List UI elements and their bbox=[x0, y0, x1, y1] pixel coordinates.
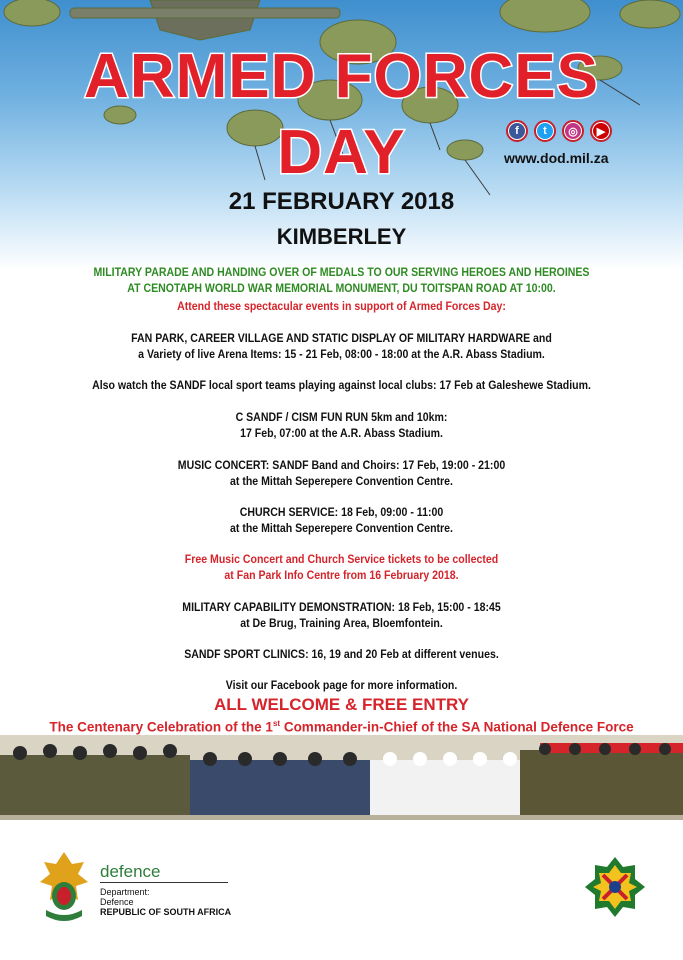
demo-line-1: MILITARY CAPABILITY DEMONSTRATION: 18 Feb, 15:00 - 18:45 bbox=[182, 600, 501, 614]
tickets-line-2: at Fan Park Info Centre from 16 February 2018. bbox=[224, 568, 459, 582]
defence-divider bbox=[100, 882, 228, 883]
sport-line: Also watch the SANDF local sport teams playing against local clubs: 17 Feb at Galeshewe Stadium. bbox=[92, 378, 591, 392]
event-city: KIMBERLEY bbox=[276, 224, 407, 249]
concert-line-1: MUSIC CONCERT: SANDF Band and Choirs: 17 Feb, 19:00 - 21:00 bbox=[177, 458, 506, 472]
fun-run-line-2: 17 Feb, 07:00 at the A.R. Abass Stadium. bbox=[240, 426, 443, 440]
welcome-banner: ALL WELCOME & FREE ENTRY bbox=[214, 695, 469, 714]
instagram-icon[interactable]: ◎ bbox=[562, 120, 584, 142]
demo-line-2: at De Brug, Training Area, Bloemfontein. bbox=[240, 616, 443, 630]
church-line-1: CHURCH SERVICE: 18 Feb, 09:00 - 11:00 bbox=[239, 505, 444, 519]
title-line-1: ARMED FORCES bbox=[84, 42, 599, 111]
youtube-icon[interactable]: ▶ bbox=[590, 120, 612, 142]
sandf-emblem bbox=[583, 855, 647, 924]
clinics-line: SANDF SPORT CLINICS: 16, 19 and 20 Feb at different venues. bbox=[184, 647, 499, 661]
social-icons bbox=[506, 120, 612, 142]
centenary-text-a: The Centenary Celebration of the 1 bbox=[49, 719, 273, 735]
event-date: 21 FEBRUARY 2018 bbox=[228, 188, 455, 215]
dept-label: Department: bbox=[100, 887, 150, 897]
defence-wordmark: defence bbox=[100, 862, 161, 881]
facebook-icon[interactable]: f bbox=[506, 120, 528, 142]
fun-run-line-1: C SANDF / CISM FUN RUN 5km and 10km: bbox=[235, 410, 448, 424]
church-line-2: at the Mittah Seperepere Convention Centre. bbox=[230, 521, 453, 535]
title-line-2: DAY bbox=[277, 118, 406, 187]
attend-line: Attend these spectacular events in support of Armed Forces Day: bbox=[177, 299, 506, 313]
concert-line-2: at the Mittah Seperepere Convention Centre. bbox=[230, 474, 453, 488]
intro-line-2: AT CENOTAPH WORLD WAR MEMORIAL MONUMENT, DU TOITSPAN ROAD AT 10:00. bbox=[127, 281, 556, 295]
fanpark-line-1: FAN PARK, CAREER VILLAGE AND STATIC DISPLAY OF MILITARY HARDWARE and bbox=[131, 331, 552, 345]
website-link[interactable]: www.dod.mil.za bbox=[504, 150, 609, 166]
country-name: REPUBLIC OF SOUTH AFRICA bbox=[100, 907, 232, 917]
centenary-sup: st bbox=[272, 719, 281, 728]
dept-name: Defence bbox=[100, 897, 134, 907]
fanpark-line-2: a Variety of live Arena Items: 15 - 21 Feb, 08:00 - 18:00 at the A.R. Abass Stadium. bbox=[138, 347, 545, 361]
troops-parade-image bbox=[0, 735, 683, 820]
facebook-line: Visit our Facebook page for more information. bbox=[225, 678, 458, 692]
twitter-icon[interactable]: t bbox=[534, 120, 556, 142]
tickets-line-1: Free Music Concert and Church Service tickets to be collected bbox=[184, 552, 499, 566]
centenary-text-b: Commander-in-Chief of the SA National Defence Force bbox=[280, 719, 634, 735]
coat-of-arms-logo bbox=[38, 850, 90, 927]
centenary-line bbox=[0, 719, 683, 735]
intro-line-1: MILITARY PARADE AND HANDING OVER OF MEDALS TO OUR SERVING HEROES AND HEROINES bbox=[93, 265, 590, 279]
